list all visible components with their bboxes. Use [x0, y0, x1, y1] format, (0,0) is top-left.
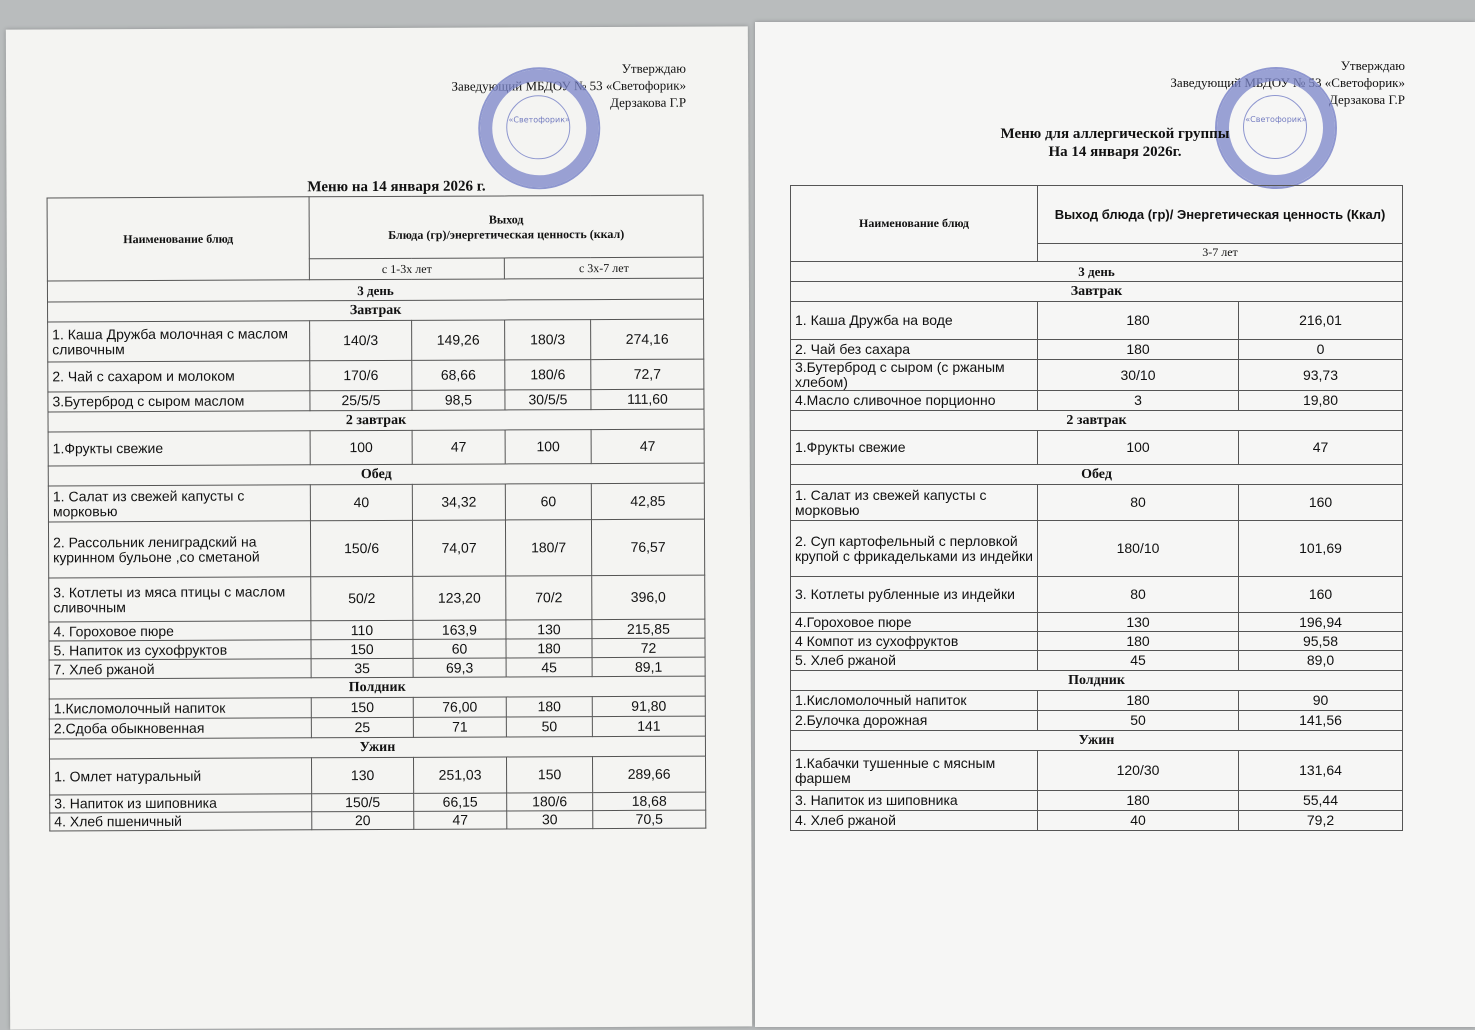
menu-row	[48, 319, 704, 362]
dish-name: 3.Бутерброд с сыром (с ржаным хлебом)	[791, 360, 1038, 391]
menu-row	[791, 751, 1403, 791]
col-name-header: Наименование блюд	[791, 186, 1038, 262]
energy-value: 141,56	[1239, 711, 1403, 731]
portion-output: 50/2	[311, 576, 413, 620]
dish-name: 1. Салат из свежей капусты с морковью	[48, 485, 310, 522]
portion-output: 180/10	[1038, 521, 1239, 577]
menu-row	[791, 391, 1403, 411]
stamp-text: «Светофорик»	[1245, 115, 1307, 124]
portion-output: 20	[312, 811, 414, 829]
energy-value: 149,26	[412, 320, 505, 360]
energy-value: 89,1	[592, 657, 705, 676]
dish-name: 4. Хлеб пшеничный	[50, 812, 312, 831]
dish-name: 1.Фрукты свежие	[48, 431, 310, 466]
energy-value: 19,80	[1239, 391, 1403, 411]
portion-output: 40	[1038, 811, 1239, 831]
dish-name: 3. Котлеты из мяса птицы с маслом сливочным	[49, 577, 311, 622]
left-menu-page	[6, 26, 752, 1029]
energy-value: 70,5	[593, 810, 706, 828]
menu-row	[791, 431, 1403, 465]
portion-output: 180	[1038, 632, 1239, 651]
energy-value: 215,85	[592, 619, 705, 638]
approval-title: Утверждаю	[1340, 58, 1405, 73]
approval-signatory: Дерзакова Г.Р	[610, 94, 687, 110]
energy-value: 163,9	[413, 620, 506, 639]
energy-value: 71	[413, 717, 506, 737]
section-dinner: Ужин	[791, 731, 1403, 751]
section-snack: Полдник	[49, 676, 705, 699]
section-breakfast: Завтрак	[791, 282, 1403, 302]
energy-value: 0	[1239, 340, 1403, 360]
dish-name: 1. Каша Дружба молочная с маслом сливочным	[48, 321, 310, 362]
dish-name: 5. Хлеб ржаной	[791, 651, 1038, 671]
portion-output: 180/6	[505, 360, 591, 390]
energy-value: 98,5	[412, 390, 505, 410]
dish-name: 1.Фрукты свежие	[791, 431, 1038, 465]
col-output-header	[309, 195, 703, 259]
dish-name: 1. Салат из свежей капусты с морковью	[791, 485, 1038, 521]
portion-output: 60	[505, 484, 591, 520]
dish-name: 2.Сдоба обыкновенная	[49, 718, 311, 739]
menu-row	[791, 791, 1403, 811]
energy-value: 42,85	[591, 483, 704, 519]
col-output-line2: Блюда (гр)/энергетическая ценность (ккал)	[388, 226, 625, 242]
allergy-menu-table	[790, 185, 1403, 831]
energy-value: 69,3	[413, 658, 506, 677]
portion-output: 70/2	[506, 576, 592, 620]
portion-output: 130	[506, 620, 592, 639]
portion-output: 30	[507, 811, 593, 829]
section-breakfast2: 2 завтрак	[48, 409, 704, 432]
energy-value: 18,68	[593, 792, 706, 810]
menu-row	[791, 360, 1403, 391]
dish-name: 4. Хлеб ржаной	[791, 811, 1038, 831]
menu-row	[791, 302, 1403, 340]
menu-row	[791, 577, 1403, 613]
energy-value: 47	[414, 811, 507, 829]
portion-output: 3	[1038, 391, 1239, 411]
portion-output: 110	[311, 620, 413, 639]
menu-row	[791, 340, 1403, 360]
portion-output: 130	[1038, 613, 1239, 632]
portion-output: 150/6	[310, 520, 412, 576]
portion-output: 180	[506, 697, 592, 717]
portion-output: 50	[1038, 711, 1239, 731]
energy-value: 396,0	[592, 575, 705, 619]
official-stamp	[478, 67, 601, 190]
menu-row	[50, 756, 706, 795]
portion-output: 80	[1038, 577, 1239, 613]
dish-name: 4.Масло сливочное порционно	[791, 391, 1038, 411]
portion-output: 130	[312, 757, 414, 793]
portion-output: 50	[506, 717, 592, 737]
dish-name: 1.Кисломолочный напиток	[49, 698, 311, 719]
portion-output: 25	[311, 717, 413, 737]
portion-output: 150	[311, 697, 413, 717]
dish-name: 2. Суп картофельный с перловкой крупой с фрикадельками из индейки	[791, 521, 1038, 577]
col-output-line1: Выход	[488, 211, 524, 227]
dish-name: 4 Компот из сухофруктов	[791, 632, 1038, 651]
energy-value: 47	[412, 430, 505, 464]
dish-name: 4. Гороховое пюре	[49, 621, 311, 641]
energy-value: 60	[413, 639, 506, 658]
section-snack: Полдник	[791, 671, 1403, 691]
menu-row	[791, 711, 1403, 731]
energy-value: 72,7	[591, 359, 704, 389]
portion-output: 150	[311, 639, 413, 658]
energy-value: 34,32	[412, 484, 505, 520]
section-lunch: Обед	[48, 463, 704, 486]
allergy-menu-page	[755, 22, 1475, 1027]
section-dinner: Ужин	[49, 736, 705, 759]
section-lunch: Обед	[791, 465, 1403, 485]
page-title-line2: На 14 января 2026г.	[1048, 144, 1182, 160]
portion-output: 25/5/5	[310, 390, 412, 410]
day-label: 3 день	[47, 278, 703, 302]
menu-row	[48, 483, 704, 522]
portion-output: 30/5/5	[505, 390, 591, 410]
dish-name: 1. Омлет натуральный	[50, 758, 312, 795]
dish-name: 1.Кабачки тушенные с мясным фаршем	[791, 751, 1038, 791]
menu-row	[791, 632, 1403, 651]
menu-row	[49, 575, 705, 622]
menu-row	[48, 359, 704, 392]
approval-title: Утверждаю	[621, 60, 687, 76]
stamp-text: «Светофорик»	[508, 115, 570, 125]
page-title-line1: Меню для аллергической группы	[1000, 126, 1230, 142]
portion-output: 100	[505, 430, 591, 464]
portion-output: 40	[310, 484, 412, 520]
section-breakfast: Завтрак	[48, 299, 704, 322]
menu-row	[791, 811, 1403, 831]
dish-name: 3. Напиток из шиповника	[50, 794, 312, 813]
portion-output: 150/5	[312, 793, 414, 811]
energy-value: 76,00	[413, 697, 506, 717]
menu-row	[791, 485, 1403, 521]
age-group: 3-7 лет	[1038, 244, 1403, 262]
energy-value: 160	[1239, 577, 1403, 613]
dish-name: 5. Напиток из сухофруктов	[49, 640, 311, 660]
approval-position: Заведующий МБДОУ № 53 «Светофорик»	[451, 77, 687, 94]
energy-value: 91,80	[592, 696, 705, 716]
energy-value: 68,66	[412, 360, 505, 390]
menu-row	[49, 716, 705, 739]
energy-value: 47	[591, 429, 704, 463]
energy-value: 251,03	[414, 757, 507, 793]
age-group-1: с 1-3х лет	[309, 258, 504, 280]
dish-name: 3. Напиток из шиповника	[791, 791, 1038, 811]
dish-name: 2. Рассольник лениградский на куринном бульоне ,со сметаной	[48, 521, 310, 578]
portion-output: 140/3	[310, 320, 412, 360]
dish-name: 2. Чай без сахара	[791, 340, 1038, 360]
energy-value: 55,44	[1239, 791, 1403, 811]
dish-name: 2. Чай с сахаром и молоком	[48, 361, 310, 392]
menu-row	[791, 521, 1403, 577]
energy-value: 101,69	[1239, 521, 1403, 577]
portion-output: 45	[1038, 651, 1239, 671]
menu-row	[49, 696, 705, 719]
portion-output: 180	[1038, 791, 1239, 811]
portion-output: 45	[506, 658, 592, 677]
portion-output: 180	[1038, 302, 1239, 340]
energy-value: 47	[1239, 431, 1403, 465]
dish-name: 1.Кисломолочный напиток	[791, 691, 1038, 711]
section-breakfast2: 2 завтрак	[791, 411, 1403, 431]
energy-value: 93,73	[1239, 360, 1403, 391]
energy-value: 216,01	[1239, 302, 1403, 340]
energy-value: 111,60	[591, 389, 704, 409]
menu-row	[50, 810, 706, 831]
energy-value: 141	[592, 716, 705, 736]
portion-output: 170/6	[310, 360, 412, 390]
col-name-header: Наименование блюд	[47, 197, 309, 281]
dish-name: 3. Котлеты рубленные из индейки	[791, 577, 1038, 613]
menu-row	[791, 613, 1403, 632]
portion-output: 180/3	[505, 320, 591, 360]
portion-output: 120/30	[1038, 751, 1239, 791]
energy-value: 196,94	[1239, 613, 1403, 632]
energy-value: 131,64	[1239, 751, 1403, 791]
page-title: Меню на 14 января 2026 г.	[307, 178, 486, 196]
portion-output: 30/10	[1038, 360, 1239, 391]
portion-output: 100	[1038, 431, 1239, 465]
energy-value: 66,15	[414, 793, 507, 811]
energy-value: 72	[592, 638, 705, 657]
portion-output: 80	[1038, 485, 1239, 521]
portion-output: 180	[506, 639, 592, 658]
portion-output: 180	[1038, 691, 1239, 711]
energy-value: 76,57	[591, 519, 704, 575]
approval-signatory: Дерзакова Г.Р	[1328, 92, 1405, 107]
dish-name: 7. Хлеб ржаной	[49, 659, 311, 679]
day-label: 3 день	[791, 262, 1403, 282]
portion-output: 180/6	[507, 793, 593, 811]
energy-value: 79,2	[1239, 811, 1403, 831]
menu-table	[47, 195, 707, 832]
portion-output: 180/7	[505, 520, 591, 576]
energy-value: 289,66	[592, 756, 705, 792]
col-output-header: Выход блюда (гр)/ Энергетическая ценность (Ккал)	[1038, 186, 1403, 244]
energy-value: 274,16	[591, 319, 704, 359]
dish-name: 2.Булочка дорожная	[791, 711, 1038, 731]
portion-output: 100	[310, 430, 412, 464]
dish-name: 4.Гороховое пюре	[791, 613, 1038, 632]
menu-row	[48, 389, 704, 412]
portion-output: 35	[311, 658, 413, 677]
menu-row	[48, 519, 704, 578]
energy-value: 89,0	[1239, 651, 1403, 671]
energy-value: 160	[1239, 485, 1403, 521]
energy-value: 74,07	[412, 520, 505, 576]
dish-name: 1. Каша Дружба на воде	[791, 302, 1038, 340]
approval-position: Заведующий МБДОУ № 53 «Светофорик»	[1170, 75, 1405, 90]
portion-output: 150	[507, 757, 593, 793]
dish-name: 3.Бутерброд с сыром маслом	[48, 391, 310, 412]
energy-value: 123,20	[413, 576, 506, 620]
energy-value: 90	[1239, 691, 1403, 711]
menu-row	[791, 691, 1403, 711]
energy-value: 95,58	[1239, 632, 1403, 651]
menu-row	[48, 429, 704, 466]
menu-row	[791, 651, 1403, 671]
portion-output: 180	[1038, 340, 1239, 360]
page-title	[945, 125, 1285, 161]
age-group-2: с 3х-7 лет	[504, 257, 703, 279]
